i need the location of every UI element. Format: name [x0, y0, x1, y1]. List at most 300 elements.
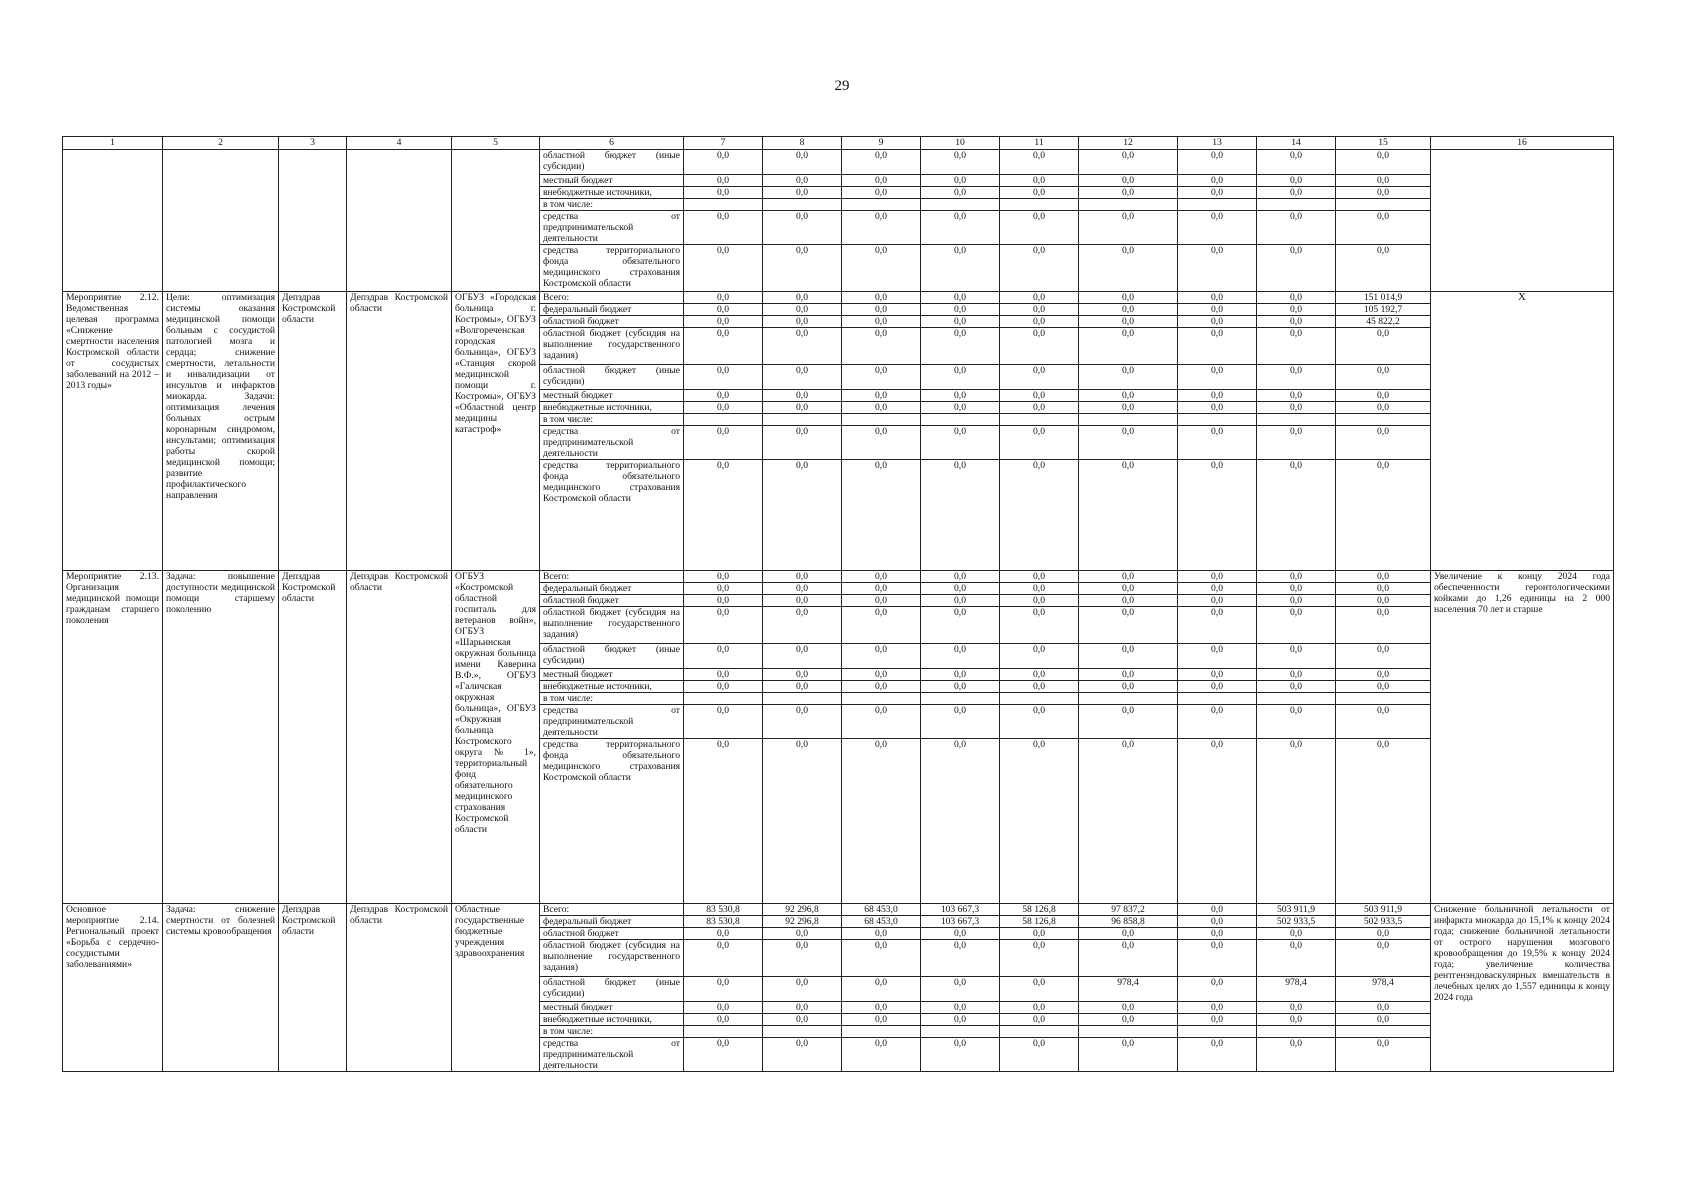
group-col5: ОГБУЗ «Костромской областной госпиталь для ветеранов войн», ОГБУЗ «Шарьинская окружная больница имени Каверина В.Ф.», ОГБУЗ «Галичская окружная больница», ОГБУЗ «Окружная больница Костромского округа № 1», территориальный фонд обязательного медицинского страхования Костромской области	[452, 571, 540, 904]
value-cell-col8: 0,0	[763, 977, 842, 1002]
group-col2: Задача: повышение доступности медицинской помощи старшему поколению	[163, 571, 279, 904]
column-number-10: 10	[921, 137, 1000, 150]
value-cell-col9: 0,0	[842, 211, 921, 245]
value-cell-col12: 0,0	[1079, 292, 1178, 304]
value-cell-col15: 0,0	[1336, 150, 1431, 175]
value-cell-col8: 92 296,8	[763, 904, 842, 916]
value-cell-col15	[1336, 1026, 1431, 1038]
funding-source-label: федеральный бюджет	[540, 583, 684, 595]
group-col3: Депздрав Костромской области	[279, 571, 347, 904]
value-cell-col14	[1257, 1026, 1336, 1038]
value-cell-col13: 0,0	[1178, 904, 1257, 916]
value-cell-col15: 0,0	[1336, 460, 1431, 571]
value-cell-col13: 0,0	[1178, 316, 1257, 328]
value-cell-col14: 0,0	[1257, 390, 1336, 402]
value-cell-col12: 0,0	[1079, 1002, 1178, 1014]
column-number-12: 12	[1079, 137, 1178, 150]
value-cell-col13: 0,0	[1178, 1002, 1257, 1014]
value-cell-col10: 103 667,3	[921, 916, 1000, 928]
value-cell-col11: 0,0	[1000, 928, 1079, 940]
value-cell-col7: 0,0	[684, 328, 763, 365]
funding-source-label: средства от предпринимательской деятельности	[540, 211, 684, 245]
value-cell-col9: 0,0	[842, 583, 921, 595]
value-cell-col9: 0,0	[842, 977, 921, 1002]
column-number-8: 8	[763, 137, 842, 150]
value-cell-col13: 0,0	[1178, 245, 1257, 292]
value-cell-col11: 0,0	[1000, 644, 1079, 669]
value-cell-col10: 0,0	[921, 211, 1000, 245]
value-cell-col9: 0,0	[842, 739, 921, 904]
value-cell-col12	[1079, 1026, 1178, 1038]
value-cell-col14: 978,4	[1257, 977, 1336, 1002]
budget-table	[62, 136, 1614, 1072]
value-cell-col11: 0,0	[1000, 460, 1079, 571]
funding-source-label: областной бюджет (иные субсидии)	[540, 365, 684, 390]
value-cell-col8: 0,0	[763, 681, 842, 693]
value-cell-col10: 0,0	[921, 607, 1000, 644]
value-cell-col15: 0,0	[1336, 669, 1431, 681]
value-cell-col10: 0,0	[921, 426, 1000, 460]
value-cell-col11: 0,0	[1000, 595, 1079, 607]
value-cell-col9: 68 453,0	[842, 904, 921, 916]
value-cell-col13: 0,0	[1178, 705, 1257, 739]
group-col4: Депздрав Костромской области	[347, 571, 452, 904]
value-cell-col7: 0,0	[684, 940, 763, 977]
value-cell-col12	[1079, 693, 1178, 705]
value-cell-col14: 0,0	[1257, 928, 1336, 940]
expected-result: Увеличение к концу 2024 года обеспеченности геронтологическими койками до 1,26 единицы на 2 000 населения 70 лет и старше	[1431, 571, 1614, 904]
value-cell-col15: 502 933,5	[1336, 916, 1431, 928]
value-cell-col10: 0,0	[921, 316, 1000, 328]
value-cell-col15: 0,0	[1336, 607, 1431, 644]
value-cell-col11: 0,0	[1000, 705, 1079, 739]
value-cell-col15	[1336, 693, 1431, 705]
value-cell-col9: 0,0	[842, 669, 921, 681]
value-cell-col7	[684, 414, 763, 426]
value-cell-col12	[1079, 199, 1178, 211]
value-cell-col11: 0,0	[1000, 607, 1079, 644]
value-cell-col7: 0,0	[684, 739, 763, 904]
value-cell-col8	[763, 1026, 842, 1038]
value-cell-col13	[1178, 1026, 1257, 1038]
value-cell-col11: 58 126,8	[1000, 904, 1079, 916]
value-cell-col7: 0,0	[684, 1038, 763, 1072]
value-cell-col15: 503 911,9	[1336, 904, 1431, 916]
value-cell-col7: 0,0	[684, 571, 763, 583]
funding-source-label: средства территориального фонда обязательного медицинского страхования Костромской области	[540, 245, 684, 292]
value-cell-col12: 0,0	[1079, 1014, 1178, 1026]
value-cell-col13: 0,0	[1178, 583, 1257, 595]
value-cell-col12: 0,0	[1079, 328, 1178, 365]
table-row	[63, 292, 1614, 304]
funding-source-label: местный бюджет	[540, 669, 684, 681]
value-cell-col13: 0,0	[1178, 928, 1257, 940]
value-cell-col14: 0,0	[1257, 365, 1336, 390]
value-cell-col9: 0,0	[842, 644, 921, 669]
funding-source-label: областной бюджет (иные субсидии)	[540, 977, 684, 1002]
value-cell-col8: 0,0	[763, 583, 842, 595]
value-cell-col11	[1000, 414, 1079, 426]
value-cell-col13: 0,0	[1178, 175, 1257, 187]
value-cell-col11: 0,0	[1000, 365, 1079, 390]
value-cell-col11: 0,0	[1000, 426, 1079, 460]
value-cell-col14: 502 933,5	[1257, 916, 1336, 928]
value-cell-col12: 0,0	[1079, 187, 1178, 199]
funding-source-label: федеральный бюджет	[540, 304, 684, 316]
value-cell-col8: 0,0	[763, 175, 842, 187]
value-cell-col9: 0,0	[842, 595, 921, 607]
value-cell-col7: 0,0	[684, 211, 763, 245]
value-cell-col10: 0,0	[921, 460, 1000, 571]
value-cell-col15: 0,0	[1336, 595, 1431, 607]
value-cell-col13	[1178, 693, 1257, 705]
value-cell-col10: 0,0	[921, 571, 1000, 583]
value-cell-col11: 0,0	[1000, 739, 1079, 904]
value-cell-col10: 0,0	[921, 739, 1000, 904]
value-cell-col15: 0,0	[1336, 940, 1431, 977]
value-cell-col15: 0,0	[1336, 187, 1431, 199]
value-cell-col14: 0,0	[1257, 607, 1336, 644]
value-cell-col8	[763, 199, 842, 211]
funding-source-label: областной бюджет (субсидия на выполнение государственного задания)	[540, 607, 684, 644]
column-number-11: 11	[1000, 137, 1079, 150]
value-cell-col8: 0,0	[763, 460, 842, 571]
value-cell-col11: 0,0	[1000, 150, 1079, 175]
value-cell-col12: 0,0	[1079, 940, 1178, 977]
value-cell-col10	[921, 414, 1000, 426]
value-cell-col15: 0,0	[1336, 928, 1431, 940]
funding-source-label: средства территориального фонда обязательного медицинского страхования Костромской области	[540, 739, 684, 904]
value-cell-col15: 0,0	[1336, 1014, 1431, 1026]
funding-source-label: областной бюджет (иные субсидии)	[540, 644, 684, 669]
column-number-1: 1	[63, 137, 163, 150]
value-cell-col8: 0,0	[763, 1038, 842, 1072]
funding-source-label: областной бюджет (иные субсидии)	[540, 150, 684, 175]
value-cell-col10: 0,0	[921, 187, 1000, 199]
value-cell-col12: 0,0	[1079, 571, 1178, 583]
value-cell-col11: 0,0	[1000, 1014, 1079, 1026]
value-cell-col9: 0,0	[842, 150, 921, 175]
value-cell-col7: 0,0	[684, 607, 763, 644]
value-cell-col15: 0,0	[1336, 681, 1431, 693]
value-cell-col9: 0,0	[842, 1038, 921, 1072]
value-cell-col14	[1257, 414, 1336, 426]
value-cell-col8: 0,0	[763, 669, 842, 681]
funding-source-label: в том числе:	[540, 693, 684, 705]
value-cell-col9: 0,0	[842, 607, 921, 644]
value-cell-col13: 0,0	[1178, 1038, 1257, 1072]
column-number-3: 3	[279, 137, 347, 150]
value-cell-col8: 0,0	[763, 245, 842, 292]
funding-source-label: средства территориального фонда обязательного медицинского страхования Костромской области	[540, 460, 684, 571]
value-cell-col9: 0,0	[842, 571, 921, 583]
value-cell-col7	[684, 199, 763, 211]
value-cell-col14: 0,0	[1257, 1014, 1336, 1026]
value-cell-col10: 103 667,3	[921, 904, 1000, 916]
value-cell-col10: 0,0	[921, 365, 1000, 390]
value-cell-col10: 0,0	[921, 928, 1000, 940]
value-cell-col7: 0,0	[684, 365, 763, 390]
value-cell-col10: 0,0	[921, 1038, 1000, 1072]
value-cell-col8: 0,0	[763, 928, 842, 940]
value-cell-col11: 0,0	[1000, 402, 1079, 414]
value-cell-col13: 0,0	[1178, 426, 1257, 460]
value-cell-col8: 0,0	[763, 304, 842, 316]
value-cell-col9	[842, 693, 921, 705]
value-cell-col8: 0,0	[763, 739, 842, 904]
value-cell-col11: 0,0	[1000, 187, 1079, 199]
value-cell-col7: 0,0	[684, 977, 763, 1002]
value-cell-col10: 0,0	[921, 681, 1000, 693]
value-cell-col8: 0,0	[763, 595, 842, 607]
value-cell-col8: 0,0	[763, 705, 842, 739]
value-cell-col14: 0,0	[1257, 940, 1336, 977]
value-cell-col12: 96 858,8	[1079, 916, 1178, 928]
value-cell-col8: 0,0	[763, 426, 842, 460]
value-cell-col15: 0,0	[1336, 1038, 1431, 1072]
value-cell-col8: 0,0	[763, 316, 842, 328]
value-cell-col9	[842, 199, 921, 211]
value-cell-col12: 0,0	[1079, 316, 1178, 328]
column-number-13: 13	[1178, 137, 1257, 150]
value-cell-col12: 0,0	[1079, 928, 1178, 940]
value-cell-col14: 0,0	[1257, 583, 1336, 595]
value-cell-col12: 0,0	[1079, 390, 1178, 402]
value-cell-col9: 0,0	[842, 292, 921, 304]
value-cell-col9: 0,0	[842, 304, 921, 316]
value-cell-col12: 0,0	[1079, 669, 1178, 681]
value-cell-col9: 0,0	[842, 426, 921, 460]
value-cell-col10: 0,0	[921, 669, 1000, 681]
value-cell-col10: 0,0	[921, 583, 1000, 595]
value-cell-col9: 0,0	[842, 705, 921, 739]
value-cell-col12: 978,4	[1079, 977, 1178, 1002]
group-col5: Областные государственные бюджетные учреждения здравоохранения	[452, 904, 540, 1072]
value-cell-col14: 0,0	[1257, 328, 1336, 365]
value-cell-col11: 0,0	[1000, 681, 1079, 693]
value-cell-col10	[921, 1026, 1000, 1038]
funding-source-label: средства от предпринимательской деятельности	[540, 1038, 684, 1072]
value-cell-col14: 0,0	[1257, 739, 1336, 904]
value-cell-col11: 0,0	[1000, 977, 1079, 1002]
value-cell-col13: 0,0	[1178, 211, 1257, 245]
value-cell-col11: 0,0	[1000, 175, 1079, 187]
value-cell-col14: 0,0	[1257, 402, 1336, 414]
value-cell-col12: 0,0	[1079, 1038, 1178, 1072]
value-cell-col14: 0,0	[1257, 681, 1336, 693]
value-cell-col8: 0,0	[763, 1014, 842, 1026]
value-cell-col8: 0,0	[763, 365, 842, 390]
value-cell-col11: 0,0	[1000, 583, 1079, 595]
group-col4: Депздрав Костромской области	[347, 292, 452, 571]
funding-source-label: внебюджетные источники,	[540, 187, 684, 199]
value-cell-col12: 0,0	[1079, 460, 1178, 571]
value-cell-col14: 0,0	[1257, 292, 1336, 304]
value-cell-col8: 0,0	[763, 940, 842, 977]
value-cell-col7: 0,0	[684, 705, 763, 739]
value-cell-col15: 0,0	[1336, 175, 1431, 187]
column-number-4: 4	[347, 137, 452, 150]
page-number: 29	[834, 78, 850, 94]
value-cell-col9: 0,0	[842, 1014, 921, 1026]
value-cell-col12: 0,0	[1079, 175, 1178, 187]
group-col5	[452, 150, 540, 292]
value-cell-col10: 0,0	[921, 595, 1000, 607]
value-cell-col11: 0,0	[1000, 669, 1079, 681]
value-cell-col14: 0,0	[1257, 304, 1336, 316]
table-row	[63, 150, 1614, 175]
value-cell-col12: 0,0	[1079, 426, 1178, 460]
value-cell-col15: 0,0	[1336, 328, 1431, 365]
value-cell-col7: 0,0	[684, 187, 763, 199]
value-cell-col13: 0,0	[1178, 304, 1257, 316]
value-cell-col13: 0,0	[1178, 365, 1257, 390]
value-cell-col13: 0,0	[1178, 402, 1257, 414]
value-cell-col8: 0,0	[763, 150, 842, 175]
value-cell-col14: 0,0	[1257, 1038, 1336, 1072]
value-cell-col11: 0,0	[1000, 316, 1079, 328]
value-cell-col10	[921, 693, 1000, 705]
value-cell-col13: 0,0	[1178, 595, 1257, 607]
value-cell-col14: 503 911,9	[1257, 904, 1336, 916]
value-cell-col14: 0,0	[1257, 211, 1336, 245]
column-number-15: 15	[1336, 137, 1431, 150]
group-col1: Основное мероприятие 2.14. Региональный проект «Борьба с сердечно-сосудистыми заболеваниями»	[63, 904, 163, 1072]
value-cell-col14: 0,0	[1257, 175, 1336, 187]
value-cell-col9: 0,0	[842, 187, 921, 199]
value-cell-col14: 0,0	[1257, 245, 1336, 292]
value-cell-col7: 83 530,8	[684, 904, 763, 916]
group-col3	[279, 150, 347, 292]
value-cell-col15: 0,0	[1336, 583, 1431, 595]
value-cell-col13: 0,0	[1178, 187, 1257, 199]
value-cell-col9: 0,0	[842, 402, 921, 414]
value-cell-col9	[842, 1026, 921, 1038]
value-cell-col8: 0,0	[763, 402, 842, 414]
value-cell-col7: 0,0	[684, 245, 763, 292]
value-cell-col10: 0,0	[921, 940, 1000, 977]
value-cell-col7: 0,0	[684, 928, 763, 940]
value-cell-col11: 0,0	[1000, 328, 1079, 365]
value-cell-col11: 0,0	[1000, 292, 1079, 304]
header-row	[63, 137, 1614, 150]
value-cell-col14: 0,0	[1257, 150, 1336, 175]
value-cell-col13: 0,0	[1178, 328, 1257, 365]
value-cell-col11: 0,0	[1000, 571, 1079, 583]
value-cell-col13: 0,0	[1178, 669, 1257, 681]
funding-source-label: федеральный бюджет	[540, 916, 684, 928]
value-cell-col7: 0,0	[684, 1002, 763, 1014]
value-cell-col7: 0,0	[684, 1014, 763, 1026]
value-cell-col12: 0,0	[1079, 402, 1178, 414]
value-cell-col9: 0,0	[842, 365, 921, 390]
value-cell-col12: 0,0	[1079, 681, 1178, 693]
funding-source-label: в том числе:	[540, 1026, 684, 1038]
funding-source-label: областной бюджет	[540, 316, 684, 328]
value-cell-col7: 0,0	[684, 595, 763, 607]
value-cell-col13: 0,0	[1178, 390, 1257, 402]
value-cell-col15: 0,0	[1336, 245, 1431, 292]
value-cell-col7: 0,0	[684, 390, 763, 402]
expected-result: Снижение больничной летальности от инфаркта миокарда до 15,1% к концу 2024 года; снижение больничной летальности от острого нарушения мозгового кровообращения до 19,5% к концу 2024 года; увеличение количества рентгенэндоваскулярных вмешательств в лечебных целях до 1,557 единицы к концу 2024 года	[1431, 904, 1614, 1072]
value-cell-col11	[1000, 1026, 1079, 1038]
group-col5: ОГБУЗ «Городская больница г. Костромы», ОГБУЗ «Волгореченская городская больница», ОГБУЗ «Станция скорой медицинской помощи г. Костромы», ОГБУЗ «Областной центр медицины катастроф»	[452, 292, 540, 571]
column-number-2: 2	[163, 137, 279, 150]
value-cell-col15: 0,0	[1336, 211, 1431, 245]
value-cell-col10: 0,0	[921, 1002, 1000, 1014]
value-cell-col8: 0,0	[763, 644, 842, 669]
table-body	[63, 150, 1614, 1072]
value-cell-col11: 0,0	[1000, 1002, 1079, 1014]
value-cell-col13: 0,0	[1178, 739, 1257, 904]
column-number-7: 7	[684, 137, 763, 150]
value-cell-col11	[1000, 199, 1079, 211]
value-cell-col15: 0,0	[1336, 365, 1431, 390]
value-cell-col9: 68 453,0	[842, 916, 921, 928]
value-cell-col12: 0,0	[1079, 705, 1178, 739]
funding-source-label: средства от предпринимательской деятельности	[540, 705, 684, 739]
value-cell-col14: 0,0	[1257, 571, 1336, 583]
value-cell-col8: 0,0	[763, 292, 842, 304]
table-row	[63, 904, 1614, 916]
group-col3: Депздрав Костромской области	[279, 292, 347, 571]
value-cell-col11: 0,0	[1000, 245, 1079, 292]
value-cell-col14: 0,0	[1257, 187, 1336, 199]
funding-source-label: Всего:	[540, 292, 684, 304]
value-cell-col13: 0,0	[1178, 681, 1257, 693]
column-number-6: 6	[540, 137, 684, 150]
value-cell-col12: 0,0	[1079, 365, 1178, 390]
value-cell-col10: 0,0	[921, 245, 1000, 292]
value-cell-col12: 0,0	[1079, 607, 1178, 644]
value-cell-col10: 0,0	[921, 175, 1000, 187]
value-cell-col12: 97 837,2	[1079, 904, 1178, 916]
table-row	[63, 571, 1614, 583]
value-cell-col9: 0,0	[842, 316, 921, 328]
funding-source-label: местный бюджет	[540, 390, 684, 402]
value-cell-col7: 0,0	[684, 150, 763, 175]
value-cell-col10: 0,0	[921, 390, 1000, 402]
value-cell-col7: 0,0	[684, 292, 763, 304]
funding-source-label: внебюджетные источники,	[540, 1014, 684, 1026]
expected-result	[1431, 150, 1614, 292]
value-cell-col10: 0,0	[921, 304, 1000, 316]
value-cell-col9: 0,0	[842, 460, 921, 571]
value-cell-col15: 0,0	[1336, 644, 1431, 669]
funding-source-label: в том числе:	[540, 199, 684, 211]
value-cell-col15: 0,0	[1336, 739, 1431, 904]
value-cell-col8: 0,0	[763, 211, 842, 245]
value-cell-col9	[842, 414, 921, 426]
value-cell-col9: 0,0	[842, 175, 921, 187]
value-cell-col9: 0,0	[842, 940, 921, 977]
column-number-14: 14	[1257, 137, 1336, 150]
funding-source-label: областной бюджет	[540, 595, 684, 607]
value-cell-col10: 0,0	[921, 977, 1000, 1002]
value-cell-col14: 0,0	[1257, 426, 1336, 460]
value-cell-col12: 0,0	[1079, 595, 1178, 607]
value-cell-col13: 0,0	[1178, 644, 1257, 669]
value-cell-col13: 0,0	[1178, 150, 1257, 175]
value-cell-col10: 0,0	[921, 705, 1000, 739]
value-cell-col7: 0,0	[684, 460, 763, 571]
value-cell-col15: 0,0	[1336, 705, 1431, 739]
value-cell-col10: 0,0	[921, 328, 1000, 365]
value-cell-col7: 0,0	[684, 426, 763, 460]
value-cell-col10	[921, 199, 1000, 211]
value-cell-col12: 0,0	[1079, 583, 1178, 595]
group-col2	[163, 150, 279, 292]
